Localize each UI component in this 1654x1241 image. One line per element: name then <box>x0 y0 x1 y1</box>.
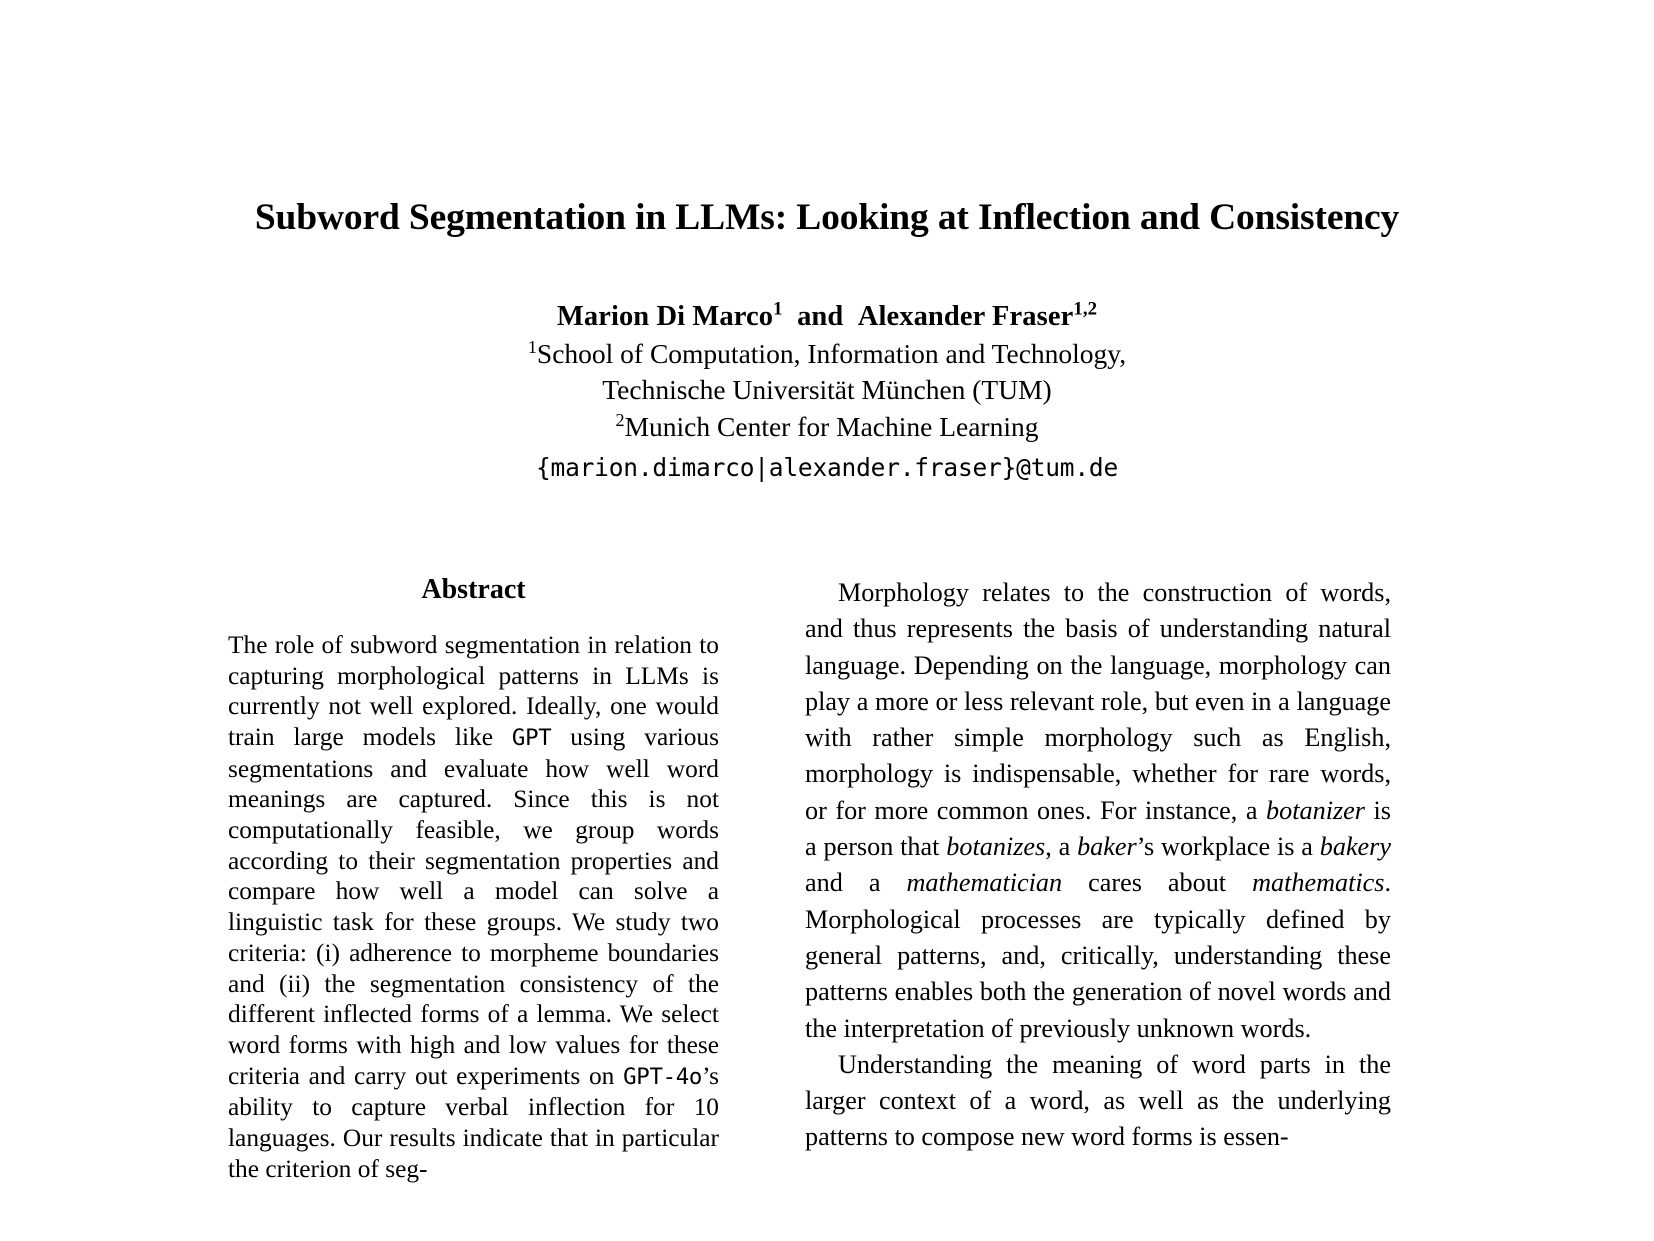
affiliation-line-1 <box>180 336 1474 373</box>
example-botanizes: botanizes <box>946 832 1046 862</box>
body-paragraph-1 <box>805 575 1391 1047</box>
author-block <box>180 299 1474 487</box>
example-baker: baker <box>1077 832 1137 862</box>
body-segment-6: cares about <box>1062 868 1253 898</box>
abstract-segment-2: using various segmentations and evaluate how well word meanings are captured. Since this is not computationally feasible, we group words according to their segmentation properties and compare how well a model can solve a linguistic task for these groups. We study two criteria: (i) adherence to morpheme boundaries and (ii) the segmentation consistency of the different inflected forms of a lemma. We select word forms with high and low values for these criteria and carry out experiments on <box>228 722 719 1090</box>
affiliation-line-2 <box>180 372 1474 409</box>
body-segment-1: Morphology relates to the construction of words, and thus represents the basis of understanding natural language. Depending on the language, morphology can play a more or less relevant role, but even in a language with rather simple morphology such as English, morphology is indispensable, whether for rare words, or for more common ones. For instance, a <box>805 578 1391 825</box>
author-2-affiliation-marker: 1,2 <box>1073 298 1098 320</box>
introduction-column <box>805 575 1391 1241</box>
example-mathematician: mathematician <box>906 868 1063 898</box>
body-segment-2: is a person that <box>805 795 1391 862</box>
affiliation-text-2: Technische Universität München (TUM) <box>602 374 1052 406</box>
example-bakery: bakery <box>1319 832 1391 862</box>
affiliation-text-3: Munich Center for Machine Learning <box>624 410 1039 442</box>
author-email: {marion.dimarco|alexander.fraser}@tum.de <box>535 453 1118 483</box>
affiliation-marker-2: 2 <box>615 409 625 430</box>
abstract-text <box>228 630 719 1185</box>
abstract-segment-3: ’s ability to capture verbal inflection for 10 languages. Our results indicate that in particular the criterion of seg- <box>228 1061 719 1183</box>
body-segment-3: , a <box>1045 832 1078 862</box>
body-segment-5: and a <box>805 868 907 898</box>
abstract-heading: Abstract <box>421 575 526 605</box>
body-segment-4: ’s workplace is a <box>1136 832 1320 862</box>
body-segment-7: . Morphological processes are typically defined by general patterns, and, critically, understanding these patterns enables both the generation of novel words and the interpretation of previously unknown words. <box>805 868 1391 1043</box>
title-block <box>180 196 1474 239</box>
author-conjunction: and <box>797 301 844 332</box>
affiliation-line-3 <box>180 409 1474 446</box>
affiliation-text-1: School of Computation, Information and Technology, <box>536 337 1127 369</box>
body-columns <box>0 575 1654 1241</box>
author-name-2: Alexander Fraser <box>857 301 1074 332</box>
abstract-mono-gpt4o: GPT-4o <box>623 1063 703 1090</box>
author-1-affiliation-marker: 1 <box>773 298 783 320</box>
example-mathematics: mathematics <box>1252 868 1385 898</box>
author-names <box>180 299 1474 336</box>
body-paragraph-2: Understanding the meaning of word parts in the larger context of a word, as well as the underlying patterns to compose new word forms is essen- <box>805 1049 1391 1152</box>
affiliation-marker-1: 1 <box>527 336 537 357</box>
abstract-segment-1: The role of subword segmentation in relation to capturing morphological patterns in LLMs is currently not well explored. Ideally, one would train large models like <box>228 630 719 751</box>
abstract-column <box>228 575 719 1241</box>
example-botanizer: botanizer <box>1266 795 1365 825</box>
abstract-mono-gpt: GPT <box>511 724 552 751</box>
page-title: Subword Segmentation in LLMs: Looking at Inflection and Consistency <box>254 197 1400 238</box>
author-name-1: Marion Di Marco <box>556 301 774 332</box>
